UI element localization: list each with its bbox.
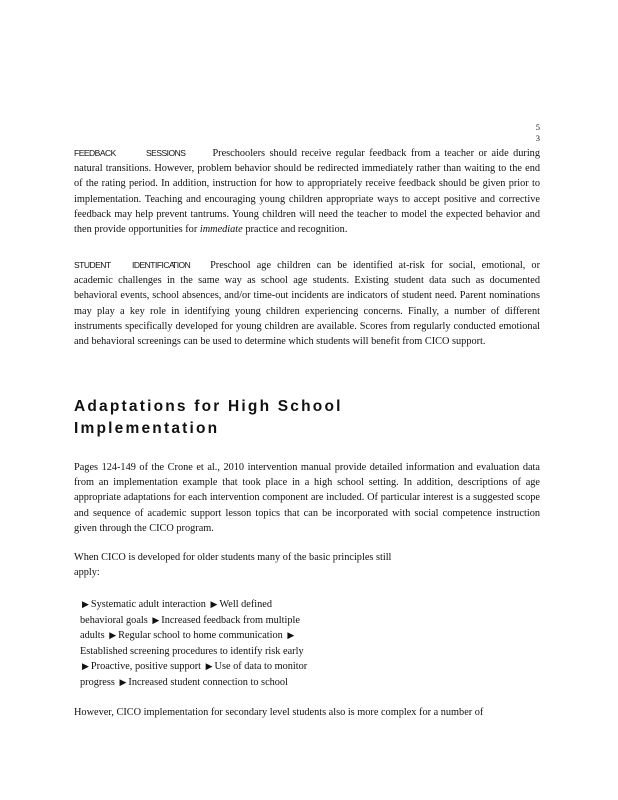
principles-list: ▶ Systematic adult interaction ▶ Well defined behavioral goals ▶ Increased feedback from multiple adults ▶ Regular school to home communication ▶ Established screening procedures to identify risk early ▶ Proactive, positive support ▶ Use of data to monitor progress ▶ Increased student connection to school bbox=[80, 597, 360, 691]
section-heading: Adaptations for High School Implementation bbox=[74, 398, 343, 437]
feedback-paragraph bbox=[74, 146, 540, 237]
feedback-text: Preschoolers should receive regular feedback from a teacher or aide during natural transitions. However, problem behavior should be redirected immediately rather than waiting to the end of the rating period. In addition, instruction for how to appropriately receive feedback should be given prior to implementation. Teaching and encouraging young children appropriate ways to accept positive and corrective feedback may help prevent tantrums. Young children will need the teacher to model the expected behavior and then provide opportunities for bbox=[74, 148, 540, 236]
arrow-icon: ▶ bbox=[119, 676, 127, 687]
arrow-icon: ▶ bbox=[210, 599, 218, 609]
identification-paragraph bbox=[74, 258, 540, 349]
identification-text: Preschool age children can be identified at-risk for social, emotional, or academic challenges in the same way as school age students. Existing student data such as documented behavioral events, school absences, and/or time-out incidents are indicators of student need. Parent nominations may play a key role in identifying young children experiencing concerns. Finally, a number of different instruments specifically developed for young children are available. Scores from regularly conducted emotional and behavioral screenings can be used to determine which students will benefit from CICO support. bbox=[74, 260, 540, 348]
feedback-sessions-runin: FEEDBACK SESSIONS bbox=[74, 148, 186, 158]
arrow-icon: ▶ bbox=[287, 630, 295, 641]
feedback-italic: immediate bbox=[199, 224, 243, 236]
page-number: 5 3 bbox=[535, 122, 540, 143]
crone-paragraph: Pages 124-149 of the Crone et al., 2010 intervention manual provide detailed information and evaluation data from an implementation example that took place in a high school setting. In addition, descriptions of age appropriate adaptations for each intervention component are included. Of particular interest is a suggested scope and sequence of academic support lesson topics that can be incorporated with social competence instruction given through the CICO program. bbox=[74, 462, 540, 534]
arrow-icon: ▶ bbox=[205, 661, 213, 672]
student-identification-runin: STUDENT IDENTIFICATION bbox=[74, 260, 191, 270]
arrow-icon: ▶ bbox=[109, 630, 117, 641]
cico-intro: When CICO is developed for older students many of the basic principles still apply: bbox=[74, 552, 392, 579]
arrow-icon: ▶ bbox=[152, 614, 160, 625]
arrow-icon: ▶ bbox=[82, 661, 89, 672]
closing-line: However, CICO implementation for secondary level students also is more complex for a number of bbox=[74, 707, 484, 718]
feedback-text-end: practice and recognition. bbox=[245, 224, 348, 236]
arrow-icon: ▶ bbox=[82, 599, 89, 609]
